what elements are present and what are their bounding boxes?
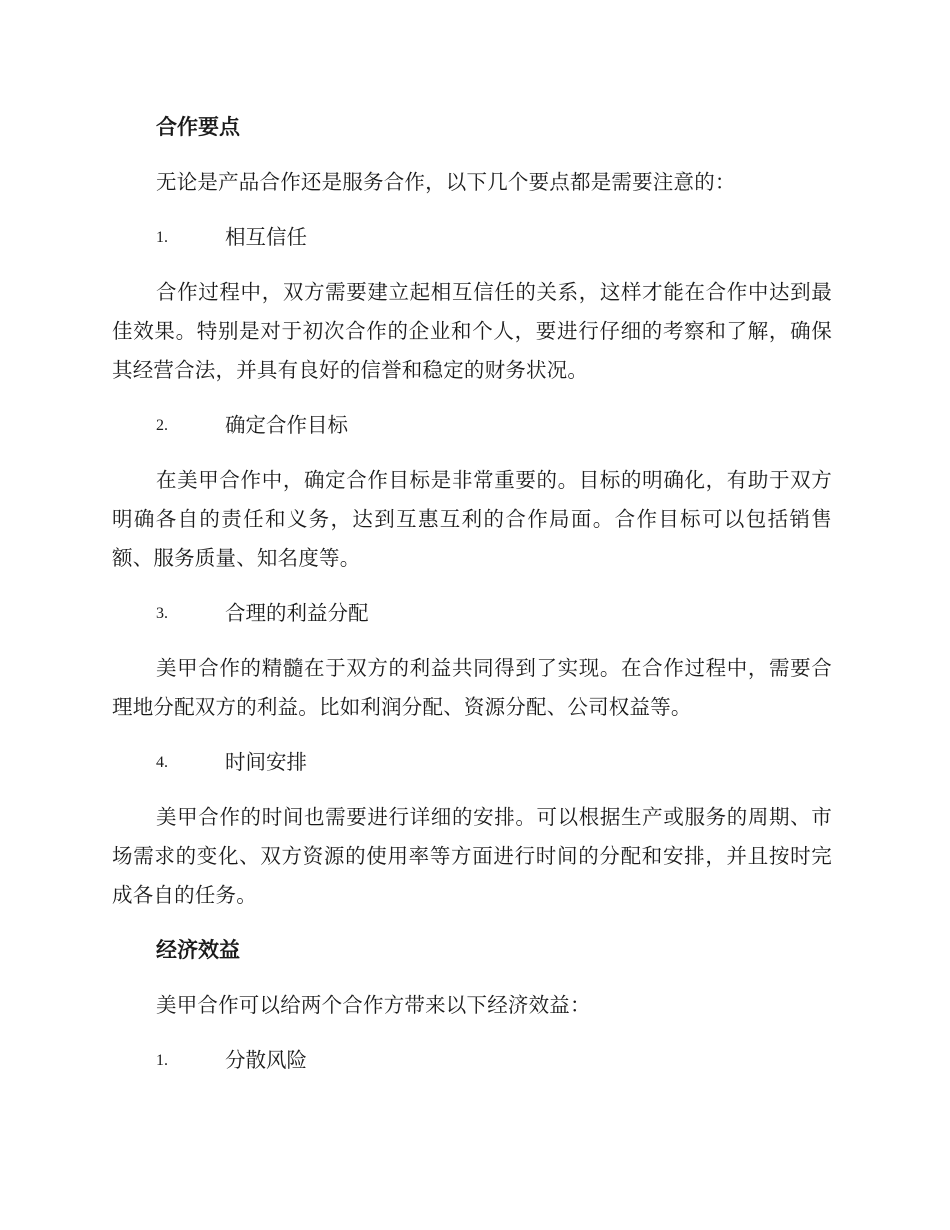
list-item-number: 4.	[156, 754, 168, 771]
list-item-label: 时间安排	[225, 750, 307, 774]
list-item-label: 确定合作目标	[225, 413, 348, 437]
list-item-spread-risk	[112, 1041, 832, 1080]
list-item-label: 合理的利益分配	[225, 601, 369, 625]
section-heading-cooperation-points: 合作要点	[156, 115, 240, 139]
list-item-number: 3.	[156, 605, 168, 622]
body-paragraph: 在美甲合作中，确定合作目标是非常重要的。目标的明确化，有助于双方明确各自的责任和义务，达到互惠互利的合作局面。合作目标可以包括销售额、服务质量、知名度等。	[112, 468, 832, 570]
body-paragraph: 美甲合作的时间也需要进行详细的安排。可以根据生产或服务的周期、市场需求的变化、双方资源的使用率等方面进行时间的分配和安排，并且按时完成各自的任务。	[112, 805, 832, 907]
section-intro-paragraph: 美甲合作可以给两个合作方带来以下经济效益：	[156, 993, 591, 1017]
list-item-mutual-trust	[112, 218, 832, 257]
section-heading-economic-benefits: 经济效益	[156, 938, 240, 962]
body-paragraph: 美甲合作的精髓在于双方的利益共同得到了实现。在合作过程中，需要合理地分配双方的利益。比如利润分配、资源分配、公司权益等。	[112, 656, 832, 719]
list-item-cooperation-goals	[112, 406, 832, 445]
list-item-number: 2.	[156, 417, 168, 434]
list-item-label: 相互信任	[225, 225, 307, 249]
list-item-profit-distribution	[112, 594, 832, 633]
list-item-time-schedule	[112, 743, 832, 782]
list-item-number: 1.	[156, 229, 168, 246]
list-item-number: 1.	[156, 1052, 168, 1069]
section-intro-paragraph: 无论是产品合作还是服务合作，以下几个要点都是需要注意的：	[156, 170, 736, 194]
body-paragraph: 合作过程中，双方需要建立起相互信任的关系，这样才能在合作中达到最佳效果。特别是对于初次合作的企业和个人，要进行仔细的考察和了解，确保其经营合法，并具有良好的信誉和稳定的财务状况。	[112, 280, 832, 382]
document-body	[112, 108, 832, 1096]
list-item-label: 分散风险	[225, 1048, 307, 1072]
